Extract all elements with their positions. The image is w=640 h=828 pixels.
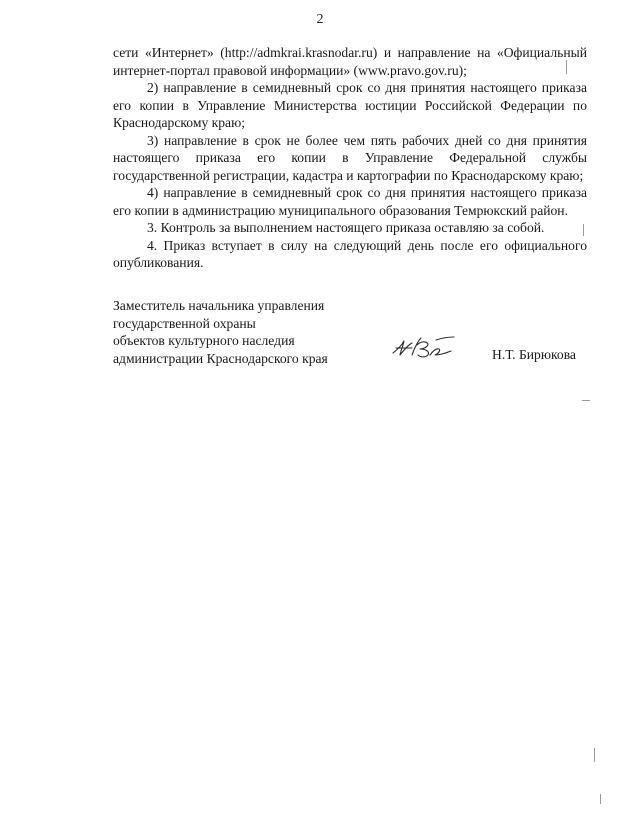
signatory-position-line: Заместитель начальника управления xyxy=(113,298,325,313)
signatory-position-line: администрации Краснодарского края xyxy=(113,350,328,366)
handwritten-signature xyxy=(390,331,460,363)
paragraph-item-2-ministry-justice: 2) направление в семидневный срок со дня принятия настоящего приказа его копии в Управление Министерства юстиции Российской Федерации по Краснодарскому краю; xyxy=(113,80,587,130)
page-number: 2 xyxy=(316,12,324,27)
paragraph-item-3-rosreestr: 3) направление в срок не более чем пять рабочих дней со дня принятия настоящего приказа его копии в Управление Федеральной службы государственной регистрации, кадастра и картографии по Краснодарскому краю; xyxy=(113,132,587,183)
signatory-position xyxy=(113,297,343,367)
scan-edge-mark xyxy=(594,748,595,762)
signatory-position-line: объектов культурного наследия xyxy=(113,333,295,348)
scan-edge-mark xyxy=(583,224,584,236)
scan-edge-mark xyxy=(582,400,590,401)
paragraph-item-4-temryuk-administration: 4) направление в семидневный срок со дня принятия настоящего приказа его копии в администрацию муниципального образования Темрюкский район. xyxy=(113,185,587,218)
signatory-name: Н.Т. Бирюкова xyxy=(492,347,576,362)
document-body xyxy=(113,44,587,272)
scan-edge-mark xyxy=(566,60,567,74)
signatory-position-line: государственной охраны xyxy=(113,315,256,331)
paragraph-effective-date: 4. Приказ вступает в силу на следующий день после его официального опубликования. xyxy=(113,237,587,270)
paragraph-control-clause: 3. Контроль за выполнением настоящего приказа оставляю за собой. xyxy=(147,220,545,235)
scan-edge-mark xyxy=(600,794,601,804)
paragraph-continuation: сети «Интернет» (http://admkrai.krasnodar.ru) и направление на «Официальный интернет-портал правовой информации» (www.pravo.gov.ru); xyxy=(113,45,587,78)
